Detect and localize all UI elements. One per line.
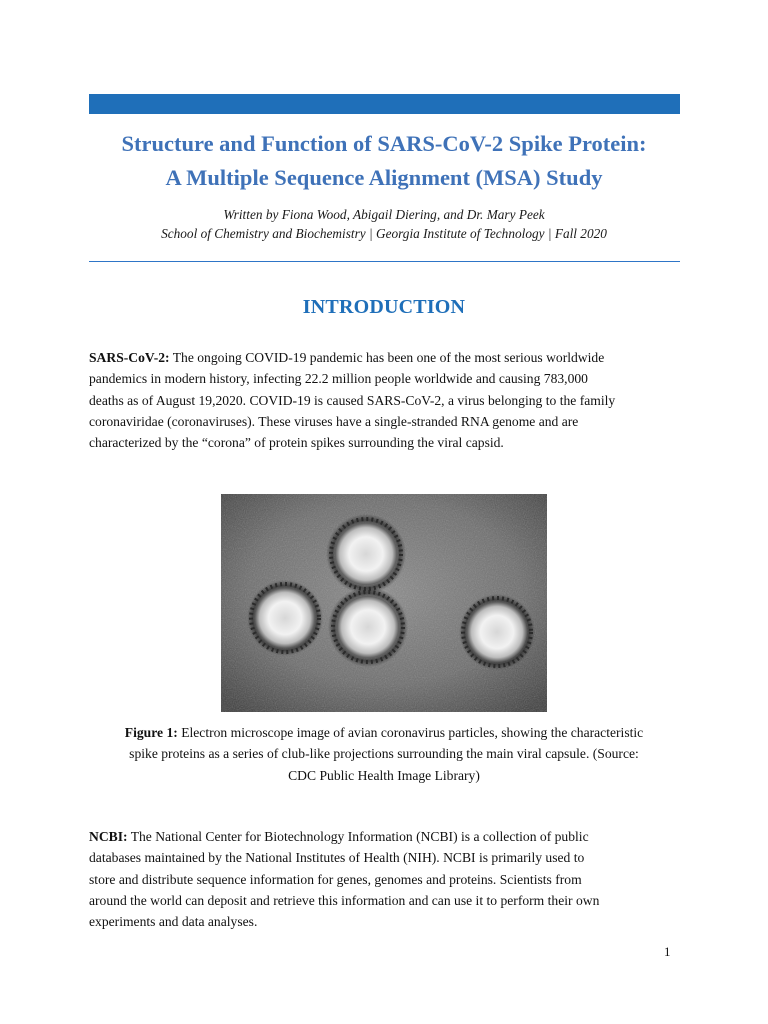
virion-particle — [459, 594, 535, 670]
section-heading-introduction: INTRODUCTION — [302, 296, 466, 318]
paragraph-line: SARS-CoV-2: The ongoing COVID-19 pandemic has been one of the most serious worldwide — [89, 350, 605, 365]
coronavirus-micrograph-figure — [221, 494, 547, 712]
authors-line: Written by Fiona Wood, Abigail Diering, and Dr. Mary Peek — [223, 207, 545, 222]
paragraph-sars-cov-2 — [89, 347, 689, 453]
paragraph-line: NCBI: The National Center for Biotechnology Information (NCBI) is a collection of public — [89, 829, 589, 844]
paragraph-line: deaths as of August 19,2020. COVID-19 is caused SARS-CoV-2, a virus belonging to the family — [89, 392, 616, 408]
caption-line: spike proteins as a series of club-like projections surrounding the main viral capsule. (Source: — [129, 746, 639, 762]
paragraph-line: around the world can deposit and retrieve this information and can use it to perform their own — [89, 892, 600, 908]
title-line-2: A Multiple Sequence Alignment (MSA) Study — [165, 165, 603, 190]
term-ncbi: NCBI: — [89, 829, 128, 844]
electron-micrograph-image — [221, 494, 547, 712]
caption-line: Figure 1: Electron microscope image of avian coronavirus particles, showing the characteristic — [124, 725, 644, 740]
paragraph-line: coronaviridae (coronaviruses). These viruses have a single-stranded RNA genome and are — [89, 413, 579, 429]
virion-particle — [247, 580, 323, 656]
paragraph-line: characterized by the “corona” of protein spikes surrounding the viral capsid. — [89, 435, 504, 451]
term-sars-cov-2: SARS-CoV-2: — [89, 350, 170, 365]
virion-particle — [328, 587, 408, 667]
document-title — [60, 127, 708, 195]
virion-particle — [326, 514, 406, 594]
header-accent-bar — [89, 94, 680, 114]
affiliation-line: School of Chemistry and Biochemistry | Georgia Institute of Technology | Fall 2020 — [161, 226, 607, 241]
byline — [60, 205, 708, 243]
caption-line: CDC Public Health Image Library) — [288, 767, 480, 783]
paragraph-line: pandemics in modern history, infecting 22.2 million people worldwide and causing 783,000 — [89, 371, 588, 387]
paragraph-ncbi — [89, 826, 689, 932]
header-divider — [89, 261, 680, 262]
page-number: 1 — [664, 944, 671, 959]
title-line-1: Structure and Function of SARS-CoV-2 Spike Protein: — [121, 131, 647, 156]
figure-label: Figure 1: — [124, 725, 178, 740]
paragraph-line: databases maintained by the National Institutes of Health (NIH). NCBI is primarily used to — [89, 850, 585, 866]
figure-1-caption — [60, 722, 708, 786]
paragraph-line: store and distribute sequence information for genes, genomes and proteins. Scientists from — [89, 871, 582, 887]
paragraph-line: experiments and data analyses. — [89, 914, 258, 930]
